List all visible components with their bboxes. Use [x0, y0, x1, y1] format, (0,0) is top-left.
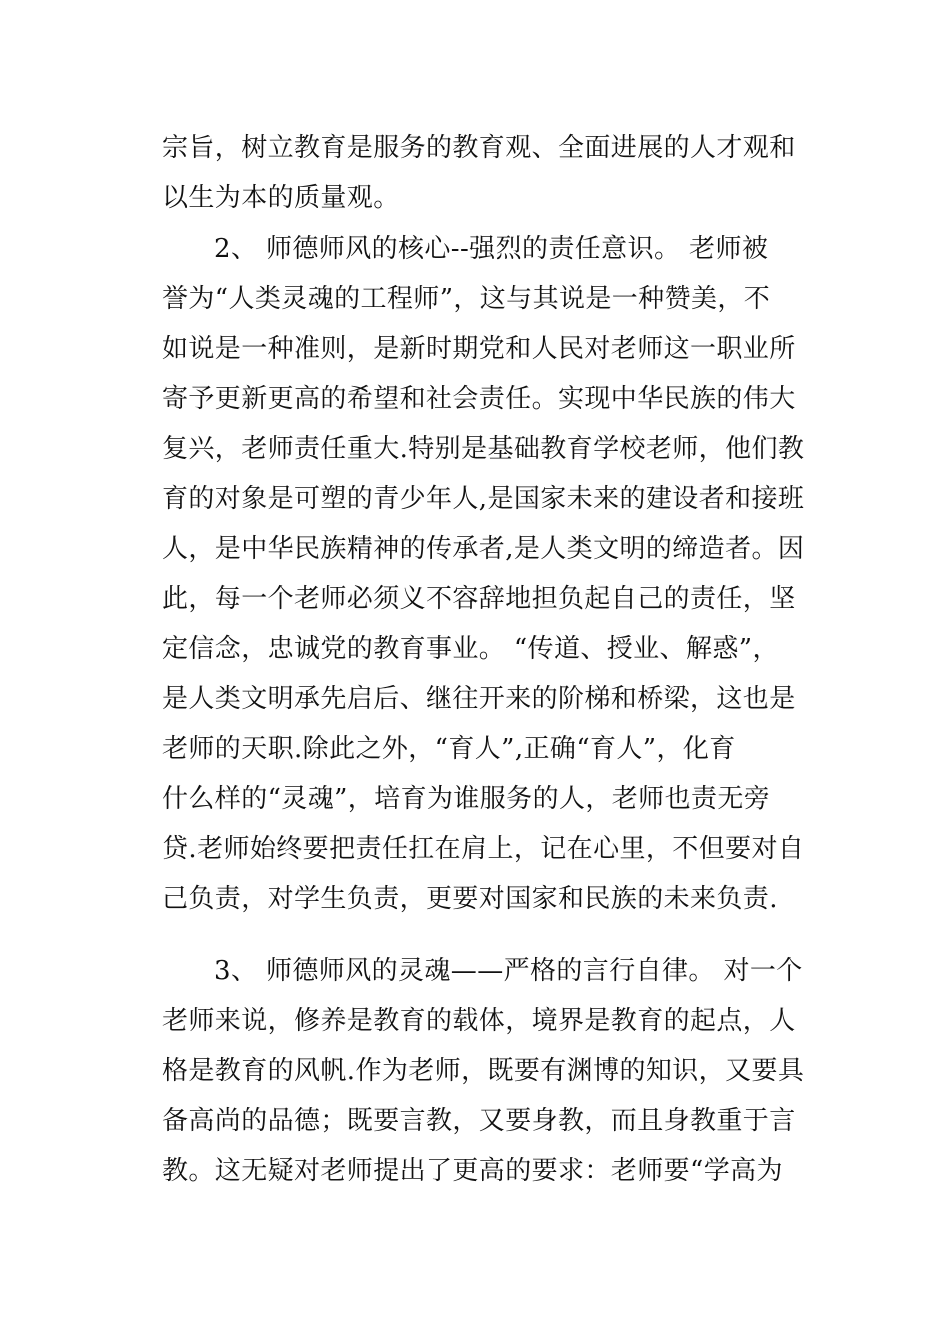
text-line: 以生为本的质量观。: [162, 183, 400, 213]
text-line: 定信念，忠诚党的教育事业。 “传道、授业、解惑”，: [162, 634, 779, 664]
text-line: 如说是一种准则，是新时期党和人民对老师这一职业所: [162, 334, 796, 364]
text-line: 此，每一个老师必须义不容辞地担负起自己的责任，坚: [162, 584, 796, 614]
text-line: 备高尚的品德；既要言教，又要身教，而且身教重于言: [162, 1106, 796, 1136]
text-line: 复兴，老师责任重大.特别是基础教育学校老师，他们教: [162, 434, 805, 464]
text-line: 格是教育的风帆.作为老师，既要有渊博的知识，又要具: [162, 1056, 805, 1086]
text-line: 誉为“人类灵魂的工程师”，这与其说是一种赞美，不: [162, 284, 771, 314]
text-line: 育的对象是可塑的青少年人,是国家未来的建设者和接班: [162, 484, 805, 514]
text-line: 贷.老师始终要把责任扛在肩上，记在心里，不但要对自: [162, 834, 805, 864]
text-line: 是人类文明承先启后、继往开来的阶梯和桥梁，这也是: [162, 684, 796, 714]
text-line: 己负责，对学生负责，更要对国家和民族的未来负责.: [162, 884, 778, 914]
text-line: 老师的天职.除此之外，“育人”,正确“育人”，化育: [162, 734, 736, 764]
text-line: 寄予更新更高的希望和社会责任。实现中华民族的伟大: [162, 384, 796, 414]
text-line: 宗旨，树立教育是服务的教育观、全面进展的人才观和: [162, 133, 796, 163]
text-line: 什么样的“灵魂”，培育为谁服务的人，老师也责无旁: [162, 784, 771, 814]
section-2-heading-line: 2、 师德师风的核心--强烈的责任意识。 老师被: [214, 234, 769, 264]
text-line: 人，是中华民族精神的传承者,是人类文明的缔造者。因: [162, 534, 805, 564]
text-line: 教。这无疑对老师提出了更高的要求：老师要“学高为: [162, 1156, 783, 1186]
text-line: 老师来说，修养是教育的载体，境界是教育的起点，人: [162, 1006, 796, 1036]
section-3-heading-line: 3、 师德师风的灵魂——严格的言行自律。 对一个: [214, 956, 803, 986]
